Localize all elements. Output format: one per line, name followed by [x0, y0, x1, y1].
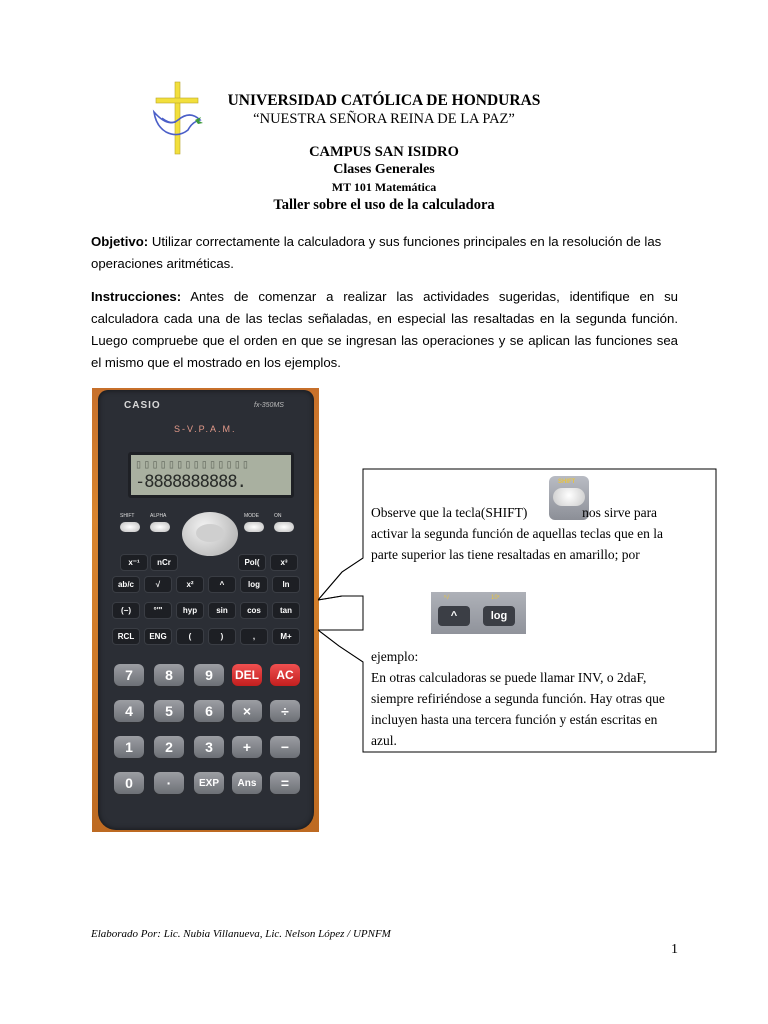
- calc-button: 4: [114, 700, 144, 722]
- callout-line-8: azul.: [371, 733, 397, 748]
- objective-label: Objetivo:: [91, 234, 149, 249]
- calc-button: ÷: [270, 700, 300, 722]
- calc-button: −: [270, 736, 300, 758]
- calc-key: ^: [208, 576, 236, 593]
- function-key-label: SHIFT: [120, 513, 135, 519]
- objective-text: Utilizar correctamente la calculadora y sus funciones principales en la resolución de las operaciones aritméticas.: [91, 234, 662, 271]
- display-digits: -8888888888.: [135, 472, 246, 492]
- example-key-1-second: ˣ√: [444, 595, 450, 601]
- calc-key: (: [176, 628, 204, 645]
- calculator-model: fx-350MS: [254, 402, 284, 409]
- calc-key: x⁻¹: [120, 554, 148, 571]
- calc-key: Pol(: [238, 554, 266, 571]
- calculator-display: [128, 452, 294, 498]
- calc-key: sin: [208, 602, 236, 619]
- shift-key-label: SHIFT: [558, 479, 576, 485]
- calc-key: tan: [272, 602, 300, 619]
- calc-key: ab/c: [112, 576, 140, 593]
- calc-button: Ans: [232, 772, 262, 794]
- calculator-body: [98, 390, 314, 830]
- function-key: [150, 522, 170, 532]
- calc-key: ,: [240, 628, 268, 645]
- calc-key: x³: [270, 554, 298, 571]
- callout-line-1a: Observe que la tecla(SHIFT): [371, 505, 528, 520]
- callout-line-5: En otras calculadoras se puede llamar INV, o 2daF,: [371, 670, 647, 685]
- calc-button: AC: [270, 664, 300, 686]
- callout-line-3: parte superior las tiene resaltadas en amarillo; por: [371, 547, 640, 562]
- callout-line-6: siempre refiriéndose a segunda función. Hay otras que: [371, 691, 665, 706]
- calc-key: cos: [240, 602, 268, 619]
- function-key-label: ALPHA: [150, 513, 167, 519]
- campus-name: CAMPUS SAN ISIDRO: [309, 144, 459, 160]
- calc-key: x²: [176, 576, 204, 593]
- calc-button: +: [232, 736, 262, 758]
- instructions-label: Instrucciones:: [91, 289, 182, 304]
- footer-credits: Elaborado Por: Lic. Nubia Villanueva, Lic. Nelson López / UPNFM: [91, 928, 391, 940]
- calc-button: 6: [194, 700, 224, 722]
- instructions-text: Antes de comenzar a realizar las actividades sugeridas, identifique en su calculadora cada una de las teclas señaladas, en especial las resaltadas en la segunda función. Luego compruebe que el orden en que se ingresan las operaciones y se aplican las funciones sea el mismo que el mostrado en los ejemplos.: [91, 289, 678, 370]
- calc-key: ln: [272, 576, 300, 593]
- calc-button: 0: [114, 772, 144, 794]
- calculator-series: S-V.P.A.M.: [174, 424, 237, 434]
- calc-button: =: [270, 772, 300, 794]
- example-key-2-second: 10ˣ: [491, 595, 500, 601]
- display-top-line: ▯▯▯▯▯▯▯▯▯▯▯▯▯▯: [135, 457, 251, 471]
- course-code: MT 101 Matemática: [331, 180, 437, 194]
- calc-key: M+: [272, 628, 300, 645]
- calc-button: 5: [154, 700, 184, 722]
- calc-key: (−): [112, 602, 140, 619]
- calc-button: EXP: [194, 772, 224, 794]
- calculator-brand: CASIO: [124, 400, 161, 411]
- replay-pad: [182, 512, 238, 556]
- function-key-label: MODE: [244, 513, 259, 519]
- calc-key: RCL: [112, 628, 140, 645]
- function-key: [244, 522, 264, 532]
- calc-key: √: [144, 576, 172, 593]
- calc-button: 9: [194, 664, 224, 686]
- calc-key: log: [240, 576, 268, 593]
- document-title: Taller sobre el uso de la calculadora: [273, 197, 495, 213]
- example-keys-image: [431, 592, 526, 634]
- calc-button: DEL: [232, 664, 262, 686]
- calc-button: ×: [232, 700, 262, 722]
- page-number: 1: [671, 942, 678, 957]
- calc-button: 7: [114, 664, 144, 686]
- callout-line-1b: nos sirve para: [582, 505, 658, 520]
- calc-key: ENG: [144, 628, 172, 645]
- university-motto: “NUESTRA SEÑORA REINA DE LA PAZ”: [253, 111, 515, 127]
- calc-key: nCr: [150, 554, 178, 571]
- calculator-photo: [92, 388, 319, 832]
- calc-button: ·: [154, 772, 184, 794]
- program-name: Clases Generales: [333, 162, 435, 177]
- calc-key: °'": [144, 602, 172, 619]
- function-key: [274, 522, 294, 532]
- calc-button: 1: [114, 736, 144, 758]
- calc-button: 3: [194, 736, 224, 758]
- calc-key: hyp: [176, 602, 204, 619]
- university-name: UNIVERSIDAD CATÓLICA DE HONDURAS: [227, 92, 541, 109]
- calc-key: ): [208, 628, 236, 645]
- callout-line-4: ejemplo:: [371, 649, 419, 664]
- instructions-paragraph: [91, 286, 678, 374]
- example-key-log: log: [483, 606, 515, 626]
- calc-button: 8: [154, 664, 184, 686]
- example-key-power: ^: [438, 606, 470, 626]
- callout-line-2: activar la segunda función de aquellas teclas que en la: [371, 526, 663, 541]
- function-key: [120, 522, 140, 532]
- objective-paragraph: [91, 231, 678, 275]
- calc-button: 2: [154, 736, 184, 758]
- function-key-label: ON: [274, 513, 282, 519]
- callout-line-7: incluyen hasta una tercera función y están escritas en: [371, 712, 658, 727]
